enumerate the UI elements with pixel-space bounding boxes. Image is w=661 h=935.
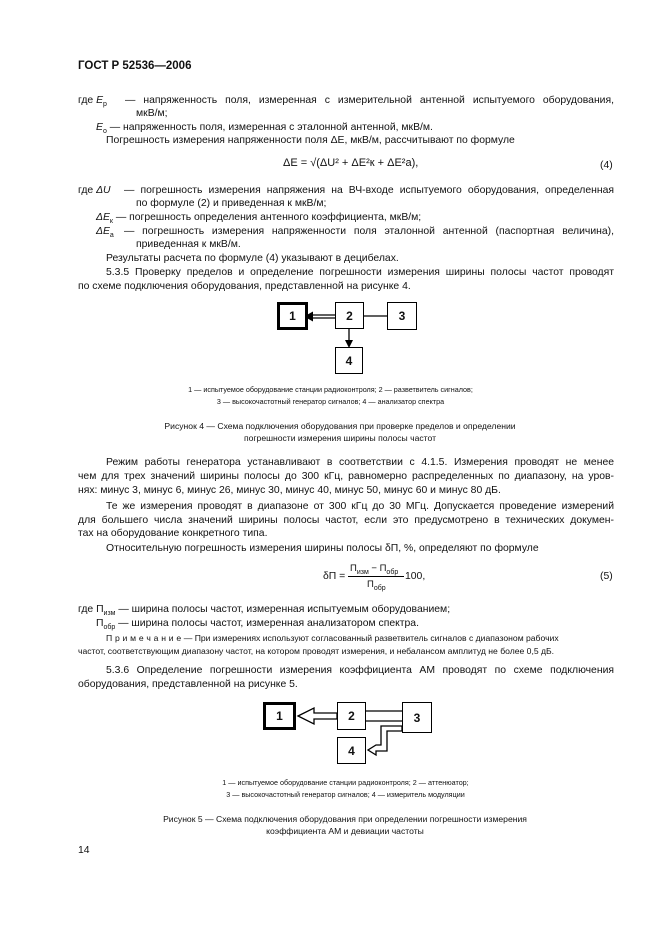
fig4-legend-line1: 1 — испытуемое оборудование станции радиоконтроля; 2 — разветвитель сигналов; [188,385,473,394]
eo-definition: — напряженность поля, измеренная с эталонной антенной, мкВ/м. [109,122,433,133]
where-label: где [78,604,94,615]
dek-definition: — погрешность определения антенного коэффициента, мкВ/м; [115,212,422,223]
ep-definition-cont: мкВ/м; [136,108,168,119]
document-header: ГОСТ Р 52536—2006 [78,60,192,72]
ep-subscript: р [103,101,107,109]
fig5-caption-line1: Рисунок 5 — Схема подключения оборудования при определении погрешности измерения [163,814,527,824]
formula-4: ΔE = √(ΔU² + ΔE²к + ΔE²а), [283,157,419,169]
fig5-box-2: 2 [337,702,366,730]
du-symbol: ΔU [96,185,111,196]
formula-4-number: (4) [600,160,613,171]
du-definition-cont: по формуле (2) и приведенная к мкВ/м; [136,198,327,209]
paragraph-mode-line1: Режим работы генератора устанавливают в соответствии с 4.1.5. Измерения проводят не менее [106,457,614,468]
dea-definition-cont: приведенная к мкВ/м. [136,239,241,250]
formula-5-lhs: δП = [323,571,346,582]
p-izm-symbol: П [96,604,104,615]
eo-symbol: E [96,122,103,133]
paragraph-same-line3: тах на оборудование конкретного типа. [78,528,268,539]
fig4-caption-line2: погрешности измерения ширины полосы частот [243,433,437,443]
fig5-hollow-arrow-to-1 [298,708,337,724]
paragraph-error-field: Погрешность измерения напряженности поля ΔE, мкВ/м, рассчитывают по формуле [106,135,515,146]
formula-5-number: (5) [600,571,613,582]
page-number: 14 [78,845,90,856]
dea-definition: — погрешность измерения напряженности поля эталонной антенной (паспортная величина), [124,226,614,237]
fig5-box-3: 3 [402,702,432,733]
paragraph-5-3-5: 5.3.5 Проверку пределов и определение погрешности измерения ширины полосы частот проводят [106,267,614,278]
fig5-bent-arrow-to-4 [368,726,402,755]
where-label: где [78,185,94,196]
paragraph-same-line2: для большего числа значений ширины полосы частот, если это предусмотрено в технических докумен- [78,515,614,526]
fig4-legend-line2: 3 — высокочастотный генератор сигналов; 4 — анализатор спектра [216,397,445,406]
fig5-box-4: 4 [337,737,366,764]
note-label: П р и м е ч а н и е [106,633,182,643]
formula-5-factor: 100, [405,571,426,582]
fig5-box-1: 1 [263,702,296,730]
paragraph-same-line1: Те же измерения проводят в диапазоне от 300 кГц до 30 МГц. Допускается проведение измерений [106,501,614,512]
fig4-box-1: 1 [277,302,308,330]
formula-5-denominator: $П_{обр}$ [367,579,386,592]
dek-subscript: к [109,218,113,226]
paragraph-results-db: Результаты расчета по формуле (4) указывают в децибелах. [106,253,399,264]
p-obr-symbol: П [96,618,104,629]
where-label: где [78,95,94,106]
p-izm-definition: — ширина полосы частот, измеренная испытуемым оборудованием; [118,604,451,615]
ep-symbol: E [96,95,103,106]
paragraph-mode-line2: чем для трех значений ширины полосы до 300 кГц, равномерно распределенных по диапазону, на уров- [78,471,614,482]
dea-subscript: а [109,232,114,240]
eo-subscript: о [102,128,107,136]
ep-definition: — напряженность поля, измеренная с измерительной антенной испытуемого оборудования, [125,95,614,106]
fig4-box-4: 4 [335,347,363,374]
du-definition: — погрешность измерения напряжения на ВЧ-входе испытуемого оборудования, определенная [124,185,614,196]
formula-5-numerator: $П_{изм} - П_{обр}$ [350,563,399,576]
p-obr-definition: — ширина полосы частот, измеренная анализатором спектра. [118,618,419,629]
paragraph-5-3-6: 5.3.6 Определение погрешности измерения коэффициента АМ проводят по схеме подключения [106,665,614,676]
fig4-box-3: 3 [387,302,417,330]
fig4-caption-line1: Рисунок 4 — Схема подключения оборудования при проверке пределов и определении [164,421,516,431]
fig4-box-2: 2 [335,302,364,329]
paragraph-relative-error: Относительную погрешность измерения ширины полосы δП, %, определяют по формуле [106,543,539,554]
dea-symbol: ΔE [96,226,110,237]
note-line1: — При измерениях используют согласованный разветвитель сигналов с диапазоном рабочих [183,633,559,643]
paragraph-mode-line3: нях: минус 3, минус 6, минус 26, минус 30, минус 40, минус 50, минус 60 и минус 80 дБ. [78,485,501,496]
p-izm-subscript: изм [103,610,116,618]
fig5-legend-line1: 1 — испытуемое оборудование станции радиоконтроля; 2 — аттенюатор; [222,778,469,787]
fig5-caption-line2: коэффициента АМ и девиации частоты [266,826,424,836]
paragraph-5-3-6-cont: оборудования, представленной на рисунке 5. [78,679,298,690]
paragraph-5-3-5-cont: по схеме подключения оборудования, представленной на рисунке 4. [78,281,411,292]
fig5-legend-line2: 3 — высокочастотный генератор сигналов; 4 — измеритель модуляции [226,790,465,799]
note-line2: частот, соответствующим диапазону частот, на котором проводят измерения, и небалансом амплитуд не более 0,5 дБ. [78,646,555,656]
p-obr-subscript: обр [103,624,116,632]
dek-symbol: ΔE [96,212,110,223]
